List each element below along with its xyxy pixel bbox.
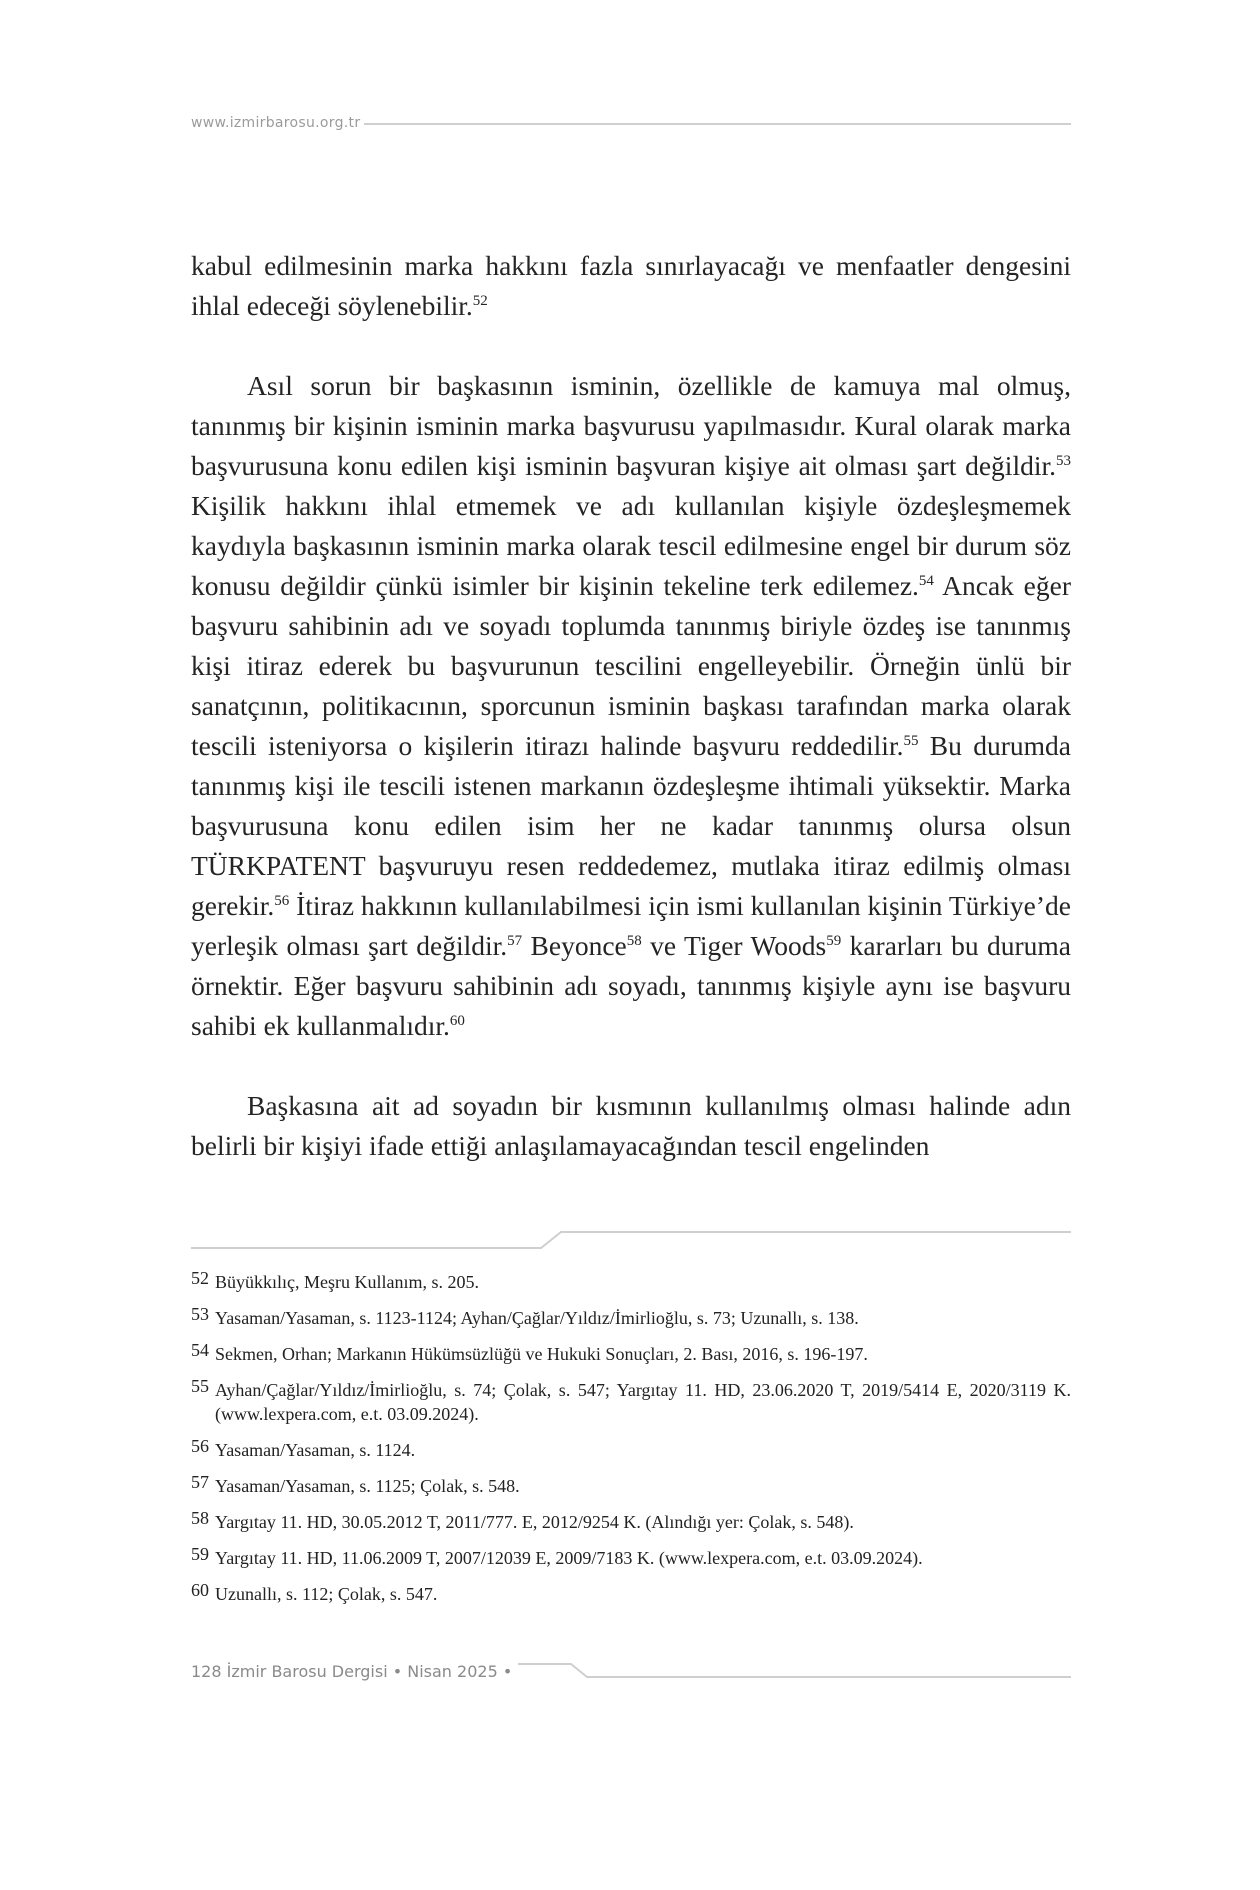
paragraph-2-text-4: Bu durumda tanınmış kişi ile tescili istenen markanın özdeşleşme ihtimali yüksektir. Marka başvurusuna konu edilen isim her ne kadar tanınmış olursa olsun TÜRKPATENT başvuruyu resen reddedemez, mutlaka itiraz edilmiş olması gerekir.: [191, 730, 1071, 921]
footnote-55: [191, 1378, 1071, 1426]
footnote-ref-60[interactable]: 60: [449, 1012, 465, 1029]
paragraph-2-text-5: İtiraz hakkının kullanılabilmesi için ismi kullanılan kişinin Türkiye’de yerleşik olması şart değildir.: [191, 890, 1071, 961]
footnote-separator: [191, 1228, 1071, 1250]
footnote-52: [191, 1270, 1071, 1294]
paragraph-1: [191, 246, 1071, 326]
footnotes: [191, 1270, 1071, 1618]
footnote-58: [191, 1510, 1071, 1534]
footnote-number: 56: [191, 1436, 209, 1456]
footnote-text: Yasaman/Yasaman, s. 1125; Çolak, s. 548.: [215, 1476, 520, 1496]
footnote-54: [191, 1342, 1071, 1366]
footnote-ref-56[interactable]: 56: [274, 892, 290, 909]
paragraph-2-text-2: Kişilik hakkını ihlal etmemek ve adı kullanılan kişiyle özdeşleşmemek kaydıyla başkasının isminin marka olarak tescil edilmesine engel bir durum söz konusu değildir çünkü isimler bir kişinin tekeline terk edilemez.: [191, 490, 1071, 601]
footnote-text: Yargıtay 11. HD, 11.06.2009 T, 2007/12039 E, 2009/7183 K. (www.lexpera.com, e.t. 03.09.2024).: [215, 1548, 923, 1568]
footnote-ref-55[interactable]: 55: [903, 732, 919, 749]
footnote-text: Yargıtay 11. HD, 30.05.2012 T, 2011/777. E, 2012/9254 K. (Alındığı yer: Çolak, s. 548).: [215, 1512, 854, 1532]
footnote-text: Sekmen, Orhan; Markanın Hükümsüzlüğü ve Hukuki Sonuçları, 2. Bası, 2016, s. 196-197.: [215, 1344, 868, 1364]
footnote-ref-58[interactable]: 58: [626, 932, 642, 949]
footnote-text: Uzunallı, s. 112; Çolak, s. 547.: [215, 1584, 438, 1604]
body-text: [191, 246, 1071, 1166]
footnote-number: 57: [191, 1472, 209, 1492]
footnote-53: [191, 1306, 1071, 1330]
footnote-57: [191, 1474, 1071, 1498]
footnote-ref-59[interactable]: 59: [826, 932, 842, 949]
footnote-60: [191, 1582, 1071, 1606]
page-footer: [191, 1660, 1071, 1684]
footnote-ref-57[interactable]: 57: [507, 932, 523, 949]
footnote-text: Yasaman/Yasaman, s. 1123-1124; Ayhan/Çağlar/Yıldız/İmirlioğlu, s. 73; Uzunallı, s. 138.: [215, 1308, 859, 1328]
footnote-59: [191, 1546, 1071, 1570]
paragraph-2-text-7: ve Tiger Woods: [641, 930, 827, 961]
page-header: [191, 112, 1071, 134]
footer-text: 128 İzmir Barosu Dergisi • Nisan 2025 •: [191, 1660, 518, 1684]
footnote-text: Yasaman/Yasaman, s. 1124.: [215, 1440, 416, 1460]
paragraph-3: [191, 1086, 1071, 1166]
footnote-text: Ayhan/Çağlar/Yıldız/İmirlioğlu, s. 74; Çolak, s. 547; Yargıtay 11. HD, 23.06.2020 T, 2019/5414 E, 2020/3119 K. (www.lexpera.com, e.t. 03.09.2024).: [215, 1380, 1071, 1424]
footnote-number: 55: [191, 1376, 209, 1396]
footnote-number: 59: [191, 1544, 209, 1564]
footnote-ref-53[interactable]: 53: [1056, 452, 1071, 469]
footnote-number: 54: [191, 1340, 209, 1360]
paragraph-1-text: kabul edilmesinin marka hakkını fazla sınırlayacağı ve menfaatler dengesini ihlal edeceği söylenebilir.: [191, 250, 1071, 321]
header-url: www.izmirbarosu.org.tr: [191, 112, 364, 134]
paragraph-3-text: Başkasına ait ad soyadın bir kısmının kullanılmış olması halinde adın belirli bir kişiyi ifade ettiği anlaşılamayacağından tescil engelinden: [191, 1090, 1071, 1161]
paragraph-2: [191, 366, 1071, 1046]
footnote-number: 53: [191, 1304, 209, 1324]
footnote-ref-54[interactable]: 54: [918, 572, 934, 589]
footnote-number: 52: [191, 1268, 209, 1288]
footnote-ref-52[interactable]: 52: [472, 292, 488, 309]
footnote-number: 58: [191, 1508, 209, 1528]
footnote-text: Büyükkılıç, Meşru Kullanım, s. 205.: [215, 1272, 479, 1292]
paragraph-2-text-3: Ancak eğer başvuru sahibinin adı ve soyadı toplumda tanınmış biriyle özdeş ise tanınmış kişi itiraz ederek bu başvurunun tescilini engelleyebilir. Örneğin ünlü bir sanatçının, politikacının, sporcunun isminin başkası tarafından marka olarak tescili isteniyorsa o kişilerin itirazı halinde başvuru reddedilir.: [191, 570, 1071, 761]
footnote-number: 60: [191, 1580, 209, 1600]
paragraph-2-text-1: Asıl sorun bir başkasının isminin, özellikle de kamuya mal olmuş, tanınmış bir kişinin isminin marka başvurusu yapılmasıdır. Kural olarak marka başvurusuna konu edilen kişi isminin başvuran kişiye ait olması şart değildir.: [191, 370, 1071, 481]
paragraph-2-text-8: kararları bu duruma örnektir. Eğer başvuru sahibinin adı soyadı, tanınmış kişiyle aynı ise başvuru sahibi ek kullanmalıdır.: [191, 930, 1071, 1041]
footnote-56: [191, 1438, 1071, 1462]
paragraph-2-text-6: Beyonce: [522, 930, 627, 961]
